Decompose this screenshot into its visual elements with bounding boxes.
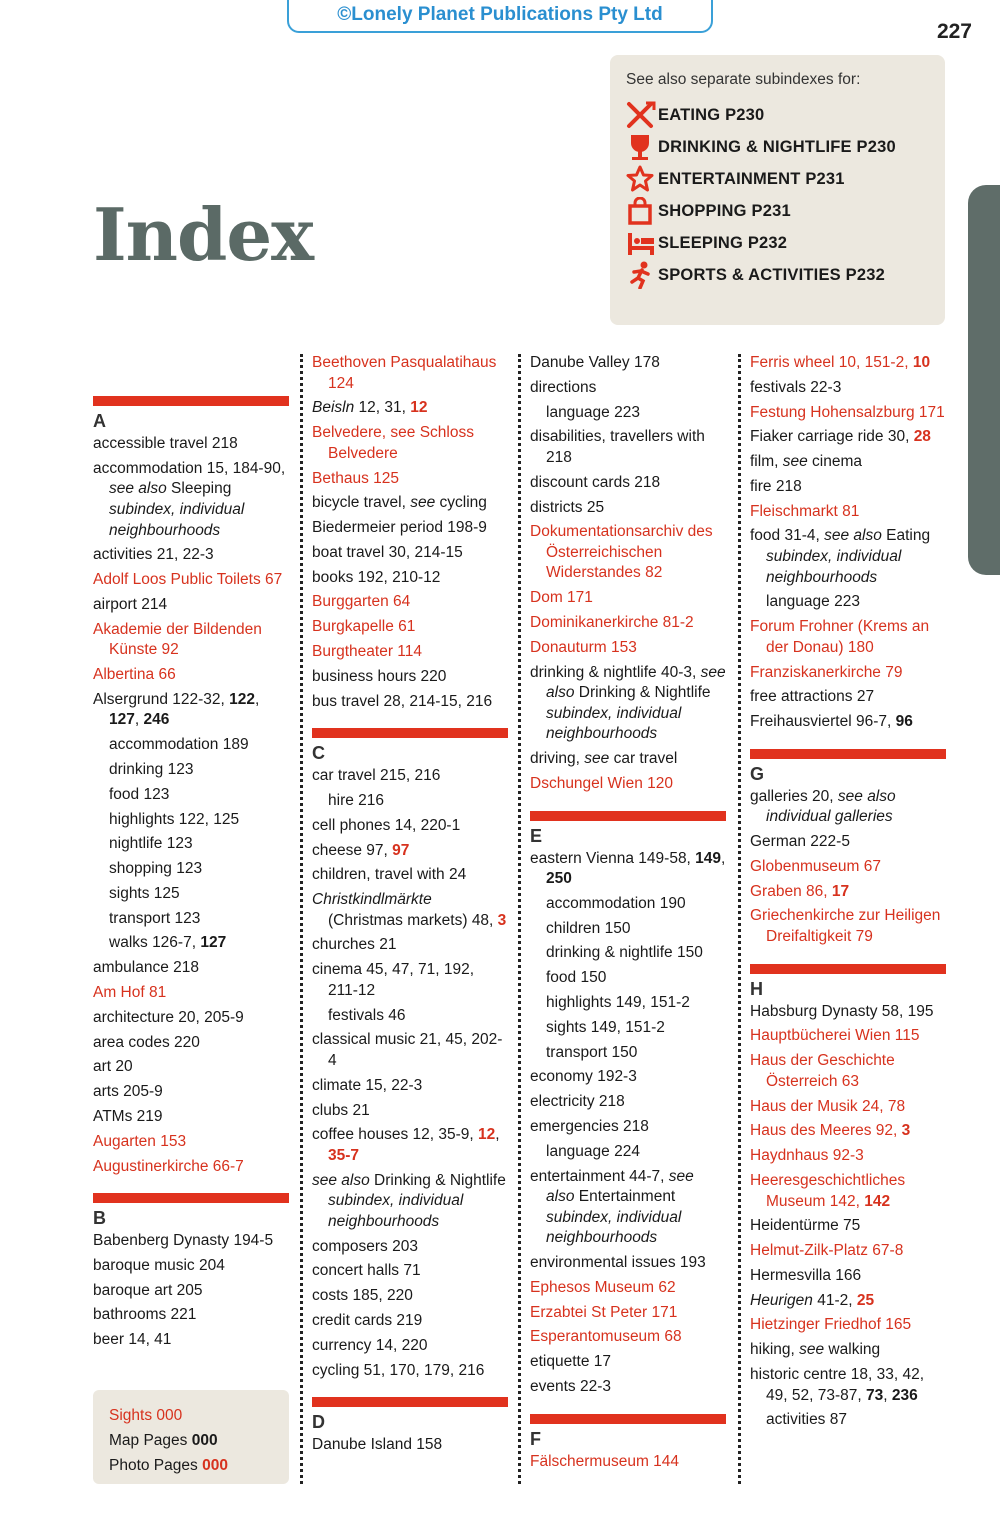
subindex-label: SHOPPING P231	[658, 201, 791, 220]
index-entry: eastern Vienna 149-58, 149, 250	[530, 849, 726, 888]
index-entry-sight: Globenmuseum 67	[750, 857, 881, 875]
index-column-3	[530, 353, 726, 1476]
index-entry: business hours 220	[312, 667, 447, 685]
index-entry: Danube Valley 178	[530, 354, 660, 371]
index-entry-sight: Burgkapelle 61	[312, 618, 416, 636]
section-letter: G	[750, 763, 765, 784]
index-entry: drinking & nightlife 150	[546, 944, 703, 962]
section-divider-bar	[93, 1193, 289, 1203]
index-entry: coffee houses 12, 35-9, 12, 35-7	[312, 1126, 500, 1164]
index-entry: sights 125	[109, 884, 180, 902]
index-entry-sight: Griechenkirche zur Heiligen Dreifaltigkeit 79	[750, 907, 941, 946]
index-entry: bicycle travel, see cycling	[312, 494, 487, 512]
index-entry: galleries 20, see also individual galleries	[750, 787, 896, 826]
index-entry-sight: Dschungel Wien 120	[530, 774, 674, 792]
section-letter: F	[530, 1428, 541, 1449]
index-entry: costs 185, 220	[312, 1287, 413, 1305]
subindex-item-entertainment[interactable]	[626, 163, 945, 195]
index-entry: language 224	[546, 1142, 640, 1160]
index-entry: shopping 123	[109, 860, 203, 878]
index-entry: architecture 20, 205-9	[93, 1008, 244, 1026]
index-entry: Biedermeier period 198-9	[312, 519, 487, 537]
column-divider	[738, 354, 741, 1484]
index-entry: nightlife 123	[109, 835, 193, 853]
subindex-label: DRINKING & NIGHTLIFE P230	[658, 137, 896, 156]
legend-photo-pages	[109, 1453, 289, 1478]
subindex-item-drinking[interactable]	[626, 131, 945, 163]
index-entry: free attractions 27	[750, 688, 875, 706]
index-entry: accommodation 189	[109, 736, 249, 754]
subindex-item-shopping[interactable]	[626, 195, 945, 227]
index-entry: churches 21	[312, 936, 397, 954]
index-entry: concert halls 71	[312, 1262, 421, 1280]
index-entry: currency 14, 220	[312, 1336, 428, 1354]
index-entry: highlights 122, 125	[109, 810, 240, 828]
column-divider	[300, 354, 303, 1484]
legend-photo-number: 000	[202, 1457, 228, 1474]
index-entry: events 22-3	[530, 1377, 611, 1395]
index-entry: electricity 218	[530, 1093, 625, 1111]
legend-map-pages	[109, 1428, 289, 1453]
index-entry: books 192, 210-12	[312, 568, 441, 586]
index-entry: directions	[530, 378, 597, 396]
index-entry: entertainment 44-7, see also Entertainment subindex, individual neighbourhoods	[530, 1167, 694, 1247]
index-entry-sight: Hauptbücherei Wien 115	[750, 1027, 920, 1045]
index-entry-sight: Dominikanerkirche 81-2	[530, 614, 694, 632]
index-entry: drinking 123	[109, 761, 194, 778]
index-entry: airport 214	[93, 595, 168, 613]
index-entry: walks 126-7, 127	[109, 934, 227, 952]
index-entry: film, see cinema	[750, 453, 862, 471]
index-entry: environmental issues 193	[530, 1254, 706, 1272]
index-entry: discount cards 218	[530, 473, 661, 491]
shopping-icon	[626, 196, 658, 226]
index-entry-sight: Augarten 153	[93, 1132, 187, 1150]
index-entry-sight: Forum Frohner (Krems an der Donau) 180	[750, 618, 930, 656]
index-entry: hire 216	[328, 791, 385, 809]
index-entry: credit cards 219	[312, 1312, 423, 1329]
subindex-label: SPORTS & ACTIVITIES P232	[658, 265, 885, 284]
section-letter: D	[312, 1412, 325, 1433]
section-divider-bar	[93, 396, 289, 406]
index-entry-sight: Adolf Loos Public Toilets 67	[93, 571, 283, 589]
index-entry: boat travel 30, 214-15	[312, 543, 463, 561]
index-entry: etiquette 17	[530, 1353, 612, 1371]
index-entry: area codes 220	[93, 1033, 200, 1051]
index-entry-sight: Donauturm 153	[530, 638, 637, 656]
index-entry: accommodation 190	[546, 894, 686, 912]
index-entry: composers 203	[312, 1237, 418, 1255]
legend-map-label: Map Pages	[109, 1432, 192, 1449]
index-entry-sight: Helmut-Zilk-Platz 67-8	[750, 1242, 904, 1260]
section-divider-bar	[312, 728, 508, 738]
index-entry: bathrooms 221	[93, 1306, 197, 1324]
index-entry-sight: Erzabtei St Peter 171	[530, 1303, 678, 1321]
index-entry-sight: Beethoven Pasqualatihaus 124	[312, 354, 497, 392]
section-letter: C	[312, 743, 325, 764]
index-entry: language 223	[546, 403, 640, 421]
section-divider-bar	[530, 1414, 726, 1424]
index-entry-sight: Bethaus 125	[312, 469, 400, 487]
index-entry: cycling 51, 170, 179, 216	[312, 1361, 485, 1379]
legend-map-number: 000	[191, 1432, 218, 1449]
index-entry: children, travel with 24	[312, 866, 467, 884]
index-entry-sight: Heeresgeschichtliches Museum 142, 142	[750, 1171, 906, 1210]
index-column-1	[93, 353, 289, 1355]
index-entry: baroque art 205	[93, 1281, 203, 1299]
index-entry: cheese 97, 97	[312, 841, 410, 859]
index-entry: fire 218	[750, 477, 802, 495]
subindex-label: EATING P230	[658, 105, 765, 124]
index-entry: car travel 215, 216	[312, 767, 441, 785]
section-letter: B	[93, 1208, 106, 1229]
section-divider-bar	[750, 964, 946, 974]
index-entry: hiking, see walking	[750, 1341, 881, 1359]
column-divider	[518, 354, 521, 1484]
index-entry: clubs 21	[312, 1101, 370, 1119]
index-entry: climate 15, 22-3	[312, 1076, 423, 1094]
index-entry: baroque music 204	[93, 1256, 225, 1274]
index-entry: art 20	[93, 1058, 133, 1076]
index-entry: Heurigen 41-2, 25	[750, 1291, 875, 1309]
index-entry: ATMs 219	[93, 1107, 163, 1125]
index-entry: food 31-4, see also Eating subindex, individual neighbourhoods	[750, 527, 931, 586]
subindex-box	[610, 55, 945, 325]
legend-box	[93, 1390, 289, 1484]
section-letter: A	[93, 411, 106, 431]
index-entry: sights 149, 151-2	[546, 1018, 665, 1036]
subindex-label: ENTERTAINMENT P231	[658, 169, 845, 188]
index-entry: language 223	[766, 593, 860, 611]
index-entry-sight: Haus der Geschichte Österreich 63	[750, 1052, 895, 1090]
index-entry: activities 21, 22-3	[93, 546, 214, 564]
section-divider-bar	[530, 811, 726, 821]
index-entry: food 150	[546, 969, 607, 987]
index-entry: festivals 46	[328, 1006, 406, 1024]
index-entry-sight: Festung Hohensalzburg 171	[750, 403, 945, 421]
index-entry-sight: Franziskanerkirche 79	[750, 663, 903, 681]
index-entry: Alsergrund 122-32, 122, 127, 246	[93, 690, 260, 729]
index-entry: Danube Island 158	[312, 1436, 443, 1454]
index-entry: cinema 45, 47, 71, 192, 211-12	[312, 961, 475, 999]
index-entry: districts 25	[530, 498, 605, 516]
index-entry-sight: Augustinerkirche 66-7	[93, 1157, 244, 1175]
index-entry: historic centre 18, 33, 42, 49, 52, 73-87, 73, 236	[750, 1366, 925, 1404]
subindex-label: SLEEPING P232	[658, 233, 788, 252]
index-column-2	[312, 353, 508, 1460]
entertainment-icon	[626, 164, 658, 194]
index-entry: classical music 21, 45, 202-4	[312, 1031, 503, 1069]
index-entry-sight: Hietzinger Friedhof 165	[750, 1316, 912, 1334]
index-entry: Babenberg Dynasty 194-5	[93, 1232, 274, 1250]
index-entry-sight: Fleischmarkt 81	[750, 502, 860, 520]
index-entry-sight: Am Hof 81	[93, 984, 167, 1002]
index-entry-sight: Dom 171	[530, 589, 593, 607]
index-entry: emergencies 218	[530, 1117, 649, 1135]
index-entry: accessible travel 218	[93, 435, 238, 452]
index-entry-sight: Akademie der Bildenden Künste 92	[93, 620, 262, 659]
section-divider-bar	[312, 1397, 508, 1407]
index-entry: festivals 22-3	[750, 378, 842, 396]
index-entry: disabilities, travellers with 218	[530, 428, 705, 466]
index-entry: beer 14, 41	[93, 1331, 172, 1349]
legend-photo-label: Photo Pages	[109, 1457, 203, 1474]
index-entry: Habsburg Dynasty 58, 195	[750, 1002, 934, 1020]
index-entry: see also Drinking & Nightlife subindex, individual neighbourhoods	[312, 1171, 506, 1230]
sports-icon	[626, 260, 658, 290]
index-entry: drinking & nightlife 40-3, see also Drinking & Nightlife subindex, individual neighbourhoods	[530, 663, 726, 743]
index-entry: arts 205-9	[93, 1083, 163, 1101]
subindex-item-eating[interactable]	[626, 99, 945, 131]
index-entry: economy 192-3	[530, 1068, 637, 1086]
index-entry-sight: Dokumentationsarchiv des Österreichischen Widerstandes 82	[530, 523, 713, 582]
subindex-item-sports[interactable]	[626, 259, 945, 291]
index-entry: bus travel 28, 214-15, 216	[312, 692, 493, 710]
subindex-item-sleeping[interactable]	[626, 227, 945, 259]
page-number: 227	[936, 20, 972, 43]
index-entry: German 222-5	[750, 833, 850, 851]
index-entry-sight: Ferris wheel 10, 151-2, 10	[750, 354, 931, 371]
index-entry: Heidentürme 75	[750, 1217, 861, 1235]
section-letter: E	[530, 825, 543, 846]
index-entry-sight: Haus des Meeres 92, 3	[750, 1122, 911, 1140]
index-entry: accommodation 15, 184-90, see also Sleeping subindex, individual neighbourhoods	[93, 459, 286, 539]
index-entry: activities 87	[766, 1411, 847, 1429]
index-entry-sight: Esperantomuseum 68	[530, 1328, 682, 1346]
index-entry: highlights 149, 151-2	[546, 994, 690, 1012]
index-entry: Hermesvilla 166	[750, 1266, 862, 1284]
index-entry: children 150	[546, 919, 631, 937]
sleeping-icon	[626, 228, 658, 258]
index-column-4	[750, 353, 946, 1435]
index-entry: ambulance 218	[93, 959, 199, 977]
legend-sights: Sights 000	[109, 1407, 183, 1424]
index-entry: cell phones 14, 220-1	[312, 816, 461, 834]
page-title: Index	[93, 192, 314, 277]
index-entry-sight: Ephesos Museum 62	[530, 1278, 676, 1296]
index-entry-sight: Belvedere, see Schloss Belvedere	[312, 424, 474, 462]
index-entry-sight: Burggarten 64	[312, 593, 411, 611]
chapter-side-tab	[968, 185, 1000, 575]
index-entry: Freihausviertel 96-7, 96	[750, 713, 913, 731]
drinking-icon	[626, 132, 658, 162]
section-divider-bar	[750, 749, 946, 759]
subindex-intro: See also separate subindexes for:	[626, 71, 861, 88]
index-entry-sight: Haus der Musik 24, 78	[750, 1097, 906, 1115]
index-entry: Fiaker carriage ride 30, 28	[750, 428, 931, 446]
eating-icon	[626, 100, 658, 130]
index-entry-sight: Haydnhaus 92-3	[750, 1147, 864, 1165]
index-entry-sight: Graben 86, 17	[750, 882, 850, 900]
index-entry: transport 150	[546, 1043, 638, 1061]
index-entry: food 123	[109, 785, 170, 803]
copyright-banner: ©Lonely Planet Publications Pty Ltd	[287, 0, 713, 33]
index-entry-sight: Albertina 66	[93, 666, 176, 684]
index-entry-sight: Burgtheater 114	[312, 643, 423, 660]
index-entry-sight: Fälschermuseum 144	[530, 1452, 680, 1470]
index-entry: transport 123	[109, 909, 201, 927]
index-entry: driving, see car travel	[530, 750, 678, 768]
section-letter: H	[750, 978, 763, 999]
index-entry: Beisln 12, 31, 12	[312, 399, 428, 417]
index-entry: Christkindlmärkte (Christmas markets) 48, 3	[312, 891, 507, 929]
